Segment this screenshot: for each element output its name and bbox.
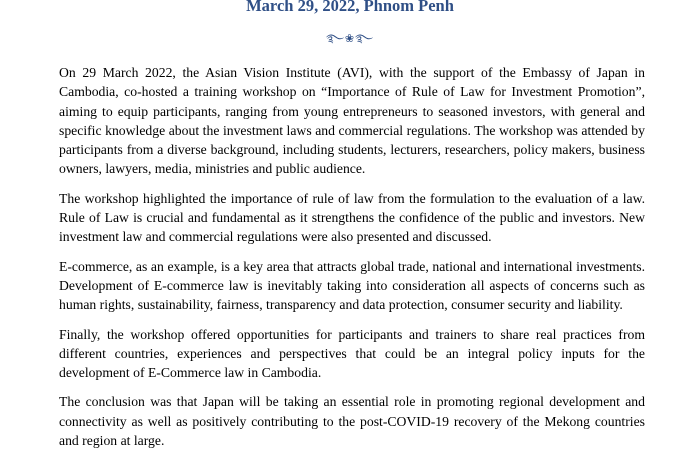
paragraph-e-commerce: E-commerce, as an example, is a key area that attracts global trade, national and international investments. Development of E-commerce law is inevitably taking into consideration all aspects of concerns such as human rights, sustainability, fairness, transparency and data protection, consumer security and liability. (59, 258, 645, 313)
ornament-divider-icon: ࿐❀࿐ (326, 33, 374, 45)
paragraph-rule-of-law: The workshop highlighted the importance of rule of law from the formulation to the evaluation of a law. Rule of Law is crucial and fundamental as it strengthens the confidence of the public and investors. New investment law and commercial regulations were also presented and discussed. (59, 190, 645, 245)
paragraph-practices: Finally, the workshop offered opportunities for participants and trainers to share real practices from different countries, experiences and perspectives that could be an integral policy inputs for the development of E-Commerce law in Cambodia. (59, 326, 645, 381)
paragraph-conclusion: The conclusion was that Japan will be taking an essential role in promoting regional development and connectivity as well as positively contributing to the post-COVID-19 recovery of the Mekong countries and region at large. (59, 394, 645, 449)
article-body (59, 63, 645, 460)
paragraph-intro: On 29 March 2022, the Asian Vision Institute (AVI), with the support of the Embassy of Japan in Cambodia, co-hosted a training workshop on “Importance of Rule of Law for Investment Promotion”, aiming to equip participants, ranging from young entrepreneurs to seasoned investors, with general and specific knowledge about the investment laws and commercial regulations. The workshop was attended by participants from a diverse background, including students, lecturers, researchers, policy makers, business owners, lawyers, media, ministries and public audience. (59, 65, 645, 177)
article-dateline: March 29, 2022, Phnom Penh (246, 0, 454, 15)
